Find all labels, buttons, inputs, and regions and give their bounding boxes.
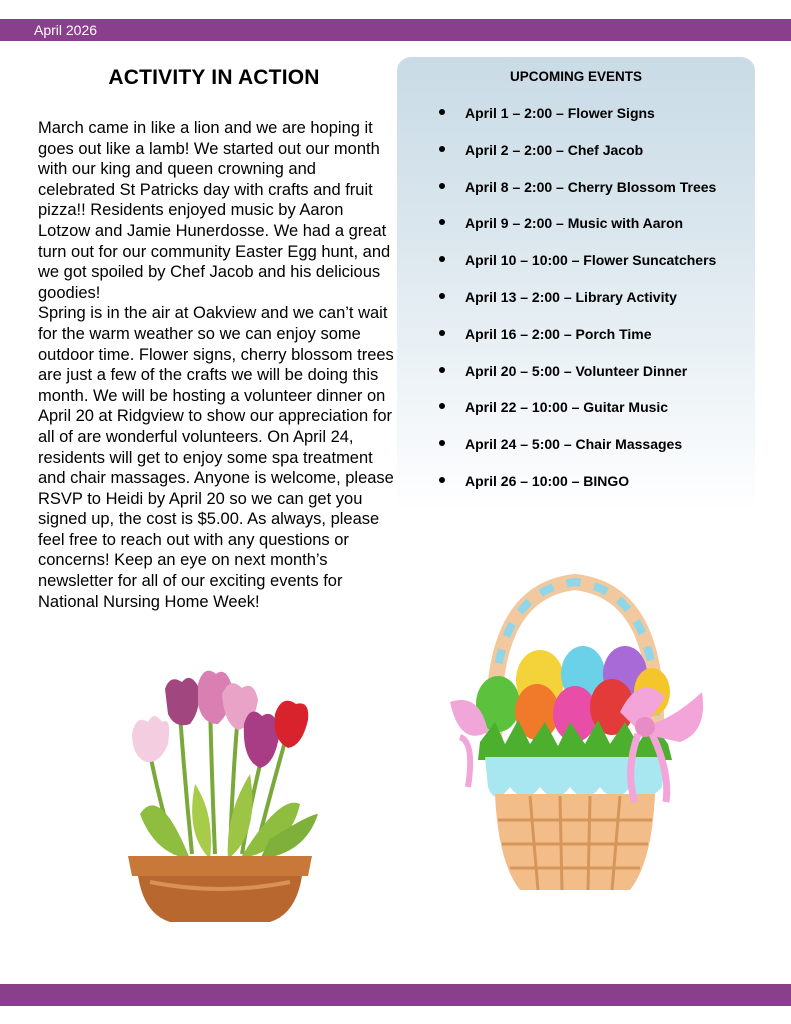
bullet-icon [439, 183, 445, 189]
bullet-icon [439, 477, 445, 483]
issue-date: April 2026 [34, 22, 98, 38]
bullet-icon [439, 440, 445, 446]
event-text: April 26 – 10:00 – BINGO [465, 472, 630, 489]
bullet-icon [439, 146, 445, 152]
event-text: April 22 – 10:00 – Guitar Music [465, 399, 669, 416]
event-item [439, 399, 751, 436]
event-text: April 8 – 2:00 – Cherry Blossom Trees [465, 178, 717, 195]
events-title: UPCOMING EVENTS [509, 69, 642, 84]
events-list [439, 105, 751, 510]
article-title: ACTIVITY IN ACTION [108, 66, 320, 89]
bullet-icon [439, 293, 445, 299]
bullet-icon [439, 367, 445, 373]
event-text: April 9 – 2:00 – Music with Aaron [465, 215, 684, 232]
event-text: April 20 – 5:00 – Volunteer Dinner [465, 362, 688, 379]
bottom-footer-bar [0, 984, 791, 1006]
event-text: April 24 – 5:00 – Chair Massages [465, 436, 683, 453]
event-item [439, 105, 751, 142]
event-item [439, 142, 751, 179]
event-text: April 10 – 10:00 – Flower Suncatchers [465, 252, 717, 269]
upcoming-events-panel [397, 57, 755, 513]
bullet-icon [439, 109, 445, 115]
bullet-icon [439, 330, 445, 336]
event-text: April 16 – 2:00 – Porch Time [465, 325, 652, 342]
event-item [439, 179, 751, 216]
event-item [439, 252, 751, 289]
event-item [439, 326, 751, 363]
event-item [439, 215, 751, 252]
article-paragraph: March came in like a lion and we are hoping it goes out like a lamb! We started out our month with our king and queen crowning and celebrated St Patricks day with crafts and fruit pizza!! Residents enjoyed music by Aaron Lotzow and Jamie Hunerdosse. We had a great turn out for our community Easter Egg hunt, and we got spoiled by Chef Jacob and his delicious goodies! [38, 119, 391, 302]
article-body [38, 118, 394, 612]
article-paragraph: Spring is in the air at Oakview and we can’t wait for the warm weather so we can enjoy some outdoor time. Flower signs, cherry blossom trees are just a few of the crafts we will be doing this month. We will be hosting a volunteer dinner on April 20 at Ridgview to show our appreciation for all of are wonderful volunteers. On April 24, residents will get to enjoy some spa treatment and chair massages. Anyone is welcome, please RSVP to Heidi by April 20 so we can get you signed up, the cost is $5.00. As always, please feel free to reach out with any questions or concerns! Keep an eye on next month’s newsletter for all of our exciting events for National Nursing Home Week! [38, 304, 394, 611]
easter-basket-illustration [440, 572, 710, 902]
event-item [439, 473, 751, 510]
event-text: April 13 – 2:00 – Library Activity [465, 288, 677, 305]
bullet-icon [439, 403, 445, 409]
event-item [439, 436, 751, 473]
event-item [439, 289, 751, 326]
bullet-icon [439, 256, 445, 262]
event-text: April 2 – 2:00 – Chef Jacob [465, 141, 644, 158]
event-item [439, 363, 751, 400]
bullet-icon [439, 219, 445, 225]
event-text: April 1 – 2:00 – Flower Signs [465, 105, 655, 121]
tulip-pot-illustration [120, 664, 320, 924]
top-header-bar [0, 19, 791, 41]
